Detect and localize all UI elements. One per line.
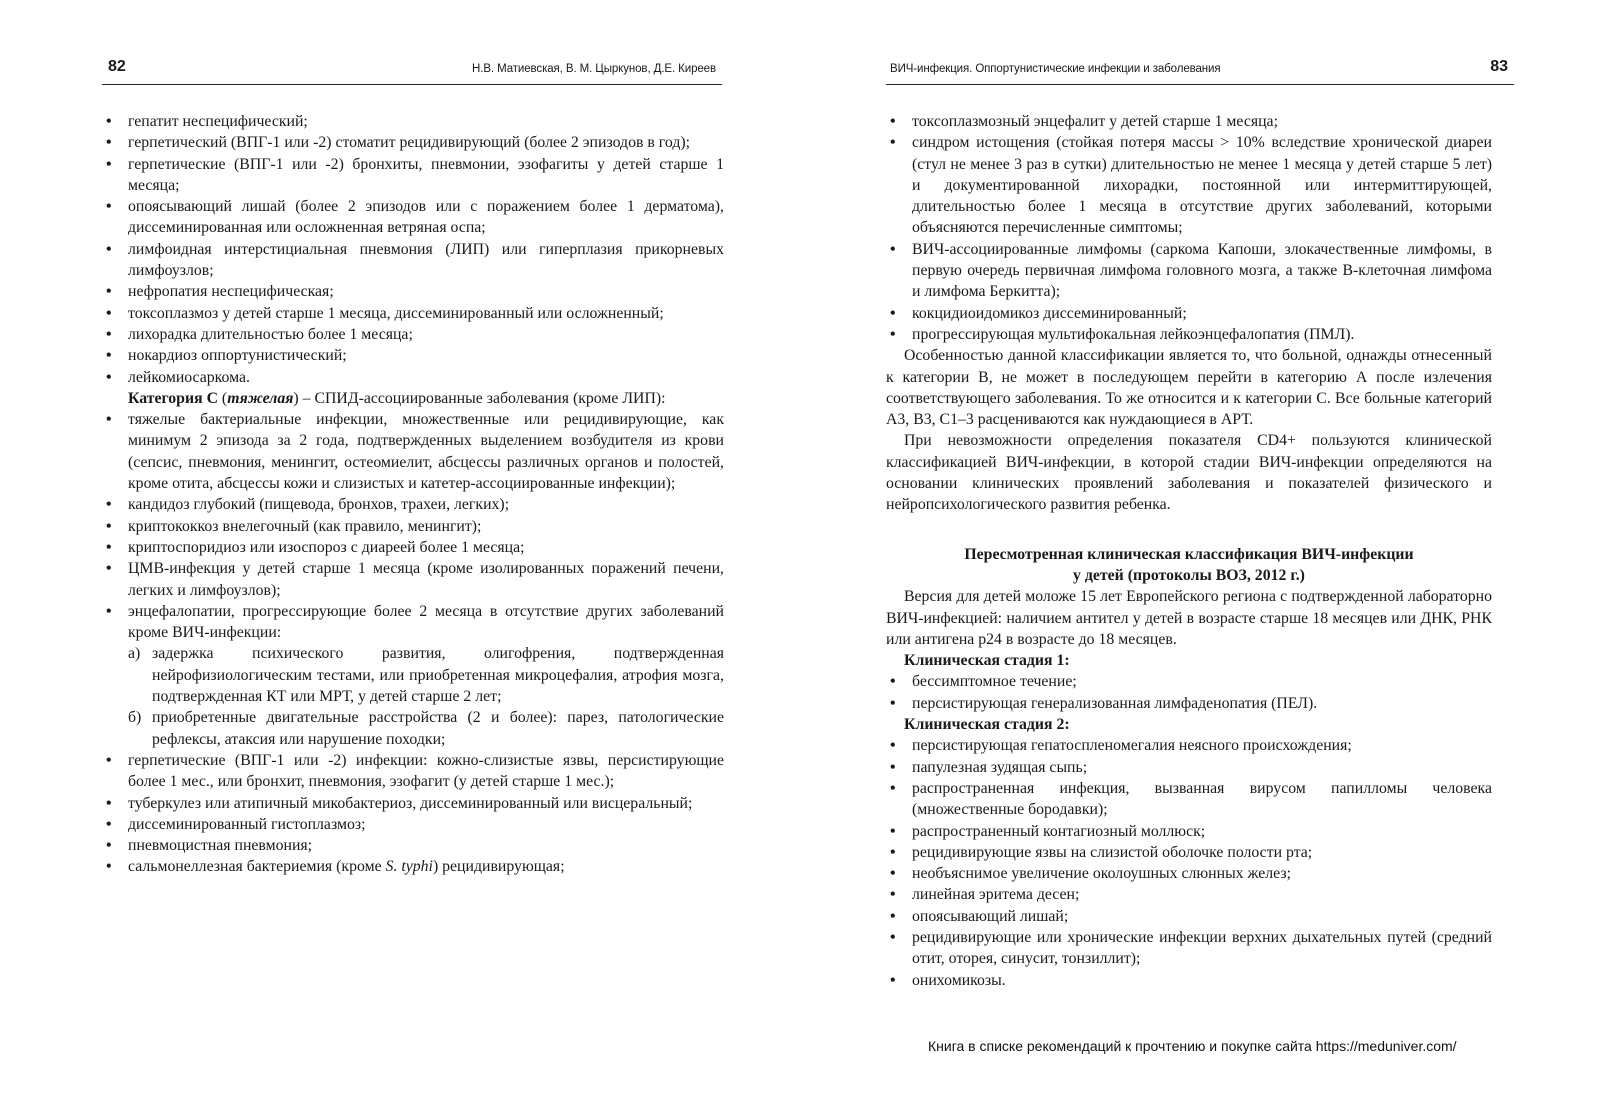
salmonella-text-before: сальмонеллезная бактериемия (кроме	[128, 858, 386, 876]
footer-note: Книга в списке рекомендаций к прочтению и покупке сайта https://meduniver.com/	[928, 1038, 1457, 1054]
bullet-list	[886, 111, 1492, 345]
list-item: • криптоспоридиоз или изоспороз с диареей более 1 месяца;	[102, 537, 724, 558]
list-item: • необъяснимое увеличение околоушных слюнных желез;	[886, 863, 1492, 884]
bullet-list	[102, 409, 724, 643]
list-item: • папулезная зудящая сыпь;	[886, 757, 1492, 778]
list-item: • линейная эритема десен;	[886, 884, 1492, 905]
stage-title: Клиническая стадия 2:	[904, 716, 1070, 734]
body-paragraph: При невозможности определения показателя CD4+ пользуются клинической классификацией ВИЧ-инфекции, в которой стадии ВИЧ-инфекции определяются на основании клинических проявлений заболевания и показателей физического и нейропсихологического развития ребенка.	[886, 432, 1492, 514]
encephalopathy-text: энцефалопатии, прогрессирующие более 2 месяца в отсутствие других заболеваний кроме ВИЧ-инфекции:	[128, 602, 724, 642]
section-heading-line: Пересмотренная клиническая классификация ВИЧ-инфекции	[964, 545, 1414, 563]
left-page-content	[102, 111, 724, 878]
sub-item-text: задержка психического развития, олигофрения, подтвержденная нейрофизиологическим тестами, или приобретенная микроцефалия, атрофия мозга, подтвержденная КТ или МРТ, у детей старше 2 лет;	[152, 645, 724, 706]
list-item: • бессимптомное течение;	[886, 671, 1492, 692]
list-item: • кандидоз глубокий (пищевода, бронхов, трахеи, легких);	[102, 494, 724, 515]
list-item: • герпетические (ВПГ-1 или -2) инфекции: кожно-слизистые язвы, персистирующие более 1 мес., или бронхит, пневмония, эзофагит (у детей старше 1 мес.);	[102, 750, 724, 793]
list-item: • онихомикозы.	[886, 970, 1492, 991]
category-c-description: ) – СПИД-ассоциированные заболевания (кроме ЛИП):	[293, 389, 666, 407]
list-item: • герпетические (ВПГ-1 или -2) бронхиты, пневмонии, эзофагиты у детей старше 1 месяца;	[102, 154, 724, 197]
list-item: • ЦМВ-инфекция у детей старше 1 месяца (кроме изолированных поражений печени, легких и лимфоузлов);	[102, 558, 724, 601]
list-item: • лейкомиосаркома.	[102, 367, 724, 388]
section-intro: Версия для детей моложе 15 лет Европейского региона с подтвержденной лабораторно ВИЧ-инфекцией: наличием антител у детей в возрасте старше 18 месяцев или ДНК, РНК или антигена р24 в возрасте до 18 месяцев.	[886, 588, 1492, 648]
sub-list-item	[102, 707, 724, 750]
body-paragraph: Особенностью данной классификации является то, что больной, однажды отнесенный к категории В, не может в последующем перейти в категорию А после излечения соответствующего заболевания. То же относится и к категории С. Все больные категорий А3, В3, С1–3 расцениваются как нуждающиеся в АРТ.	[886, 347, 1492, 429]
list-item: • нокардиоз оппортунистический;	[102, 345, 724, 366]
bullet-list	[886, 671, 1492, 714]
section-heading	[886, 544, 1492, 587]
left-page-header	[102, 60, 722, 85]
list-item	[102, 601, 724, 644]
list-item: • нефропатия неспецифическая;	[102, 281, 724, 302]
right-page-content	[886, 111, 1492, 991]
list-item: • рецидивирующие язвы на слизистой оболочке полости рта;	[886, 842, 1492, 863]
list-item: • персистирующая гепатоспленомегалия неясного происхождения;	[886, 735, 1492, 756]
list-item: • туберкулез или атипичный микобактериоз, диссеминированный или висцеральный;	[102, 793, 724, 814]
list-item: • опоясывающий лишай (более 2 эпизодов или с поражением более 1 дерматома), диссеминированная или осложненная ветряная оспа;	[102, 196, 724, 239]
section-heading-line: у детей (протоколы ВОЗ, 2012 г.)	[1073, 566, 1305, 584]
list-item: • персистирующая генерализованная лимфаденопатия (ПЕЛ).	[886, 693, 1492, 714]
sub-item-text: приобретенные двигательные расстройства (2 и более): парез, патологические рефлексы, атаксия или нарушение походки;	[152, 709, 724, 748]
sub-item-marker: а)	[128, 645, 141, 663]
list-item: • прогрессирующая мультифокальная лейкоэнцефалопатия (ПМЛ).	[886, 324, 1492, 345]
list-item: • тяжелые бактериальные инфекции, множественные или рецидивирующие, как минимум 2 эпизода за 2 года, подтвержденных выделением возбудителя из крови (сепсис, пневмония, менингит, остеомиелит, абсцессы различных органов и полостей, кроме отита, абсцессы кожи и слизистых и катетер-ассоциированные инфекции);	[102, 409, 724, 494]
list-item: • опоясывающий лишай;	[886, 906, 1492, 927]
salmonella-text-after: ) рецидивирующая;	[432, 858, 565, 876]
list-item: • токсоплазмоз у детей старше 1 месяца, диссеминированный или осложненный;	[102, 303, 724, 324]
list-item: • токсоплазмозный энцефалит у детей старше 1 месяца;	[886, 111, 1492, 132]
bullet-list	[886, 735, 1492, 991]
page-number: 82	[108, 58, 126, 75]
list-item: • диссеминированный гистоплазмоз;	[102, 814, 724, 835]
list-item: • синдром истощения (стойкая потеря массы > 10% вследствие хронической диареи (стул не менее 3 раз в сутки) длительностью не менее 1 месяца у детей старше 5 лет) и документированной лихорадки, постоянной или интермиттирующей, длительностью более 1 месяца в отсутствие других заболеваний, которыми объясняются перечисленные симптомы;	[886, 132, 1492, 238]
category-c-qualifier: тяжелая	[227, 389, 294, 407]
right-page-header	[886, 60, 1514, 85]
category-c-heading	[102, 388, 724, 409]
list-item: • распространенный контагиозный моллюск;	[886, 821, 1492, 842]
category-c-paren: (	[217, 389, 228, 407]
list-item: • лихорадка длительностью более 1 месяца;	[102, 324, 724, 345]
sub-list	[102, 643, 724, 749]
page-number: 83	[1490, 58, 1508, 75]
list-item: • гепатит неспецифический;	[102, 111, 724, 132]
category-c-label: Категория С	[128, 389, 218, 407]
sub-list-item	[102, 643, 724, 707]
list-item: • герпетический (ВПГ-1 или -2) стоматит рецидивирующий (более 2 эпизодов в год);	[102, 132, 724, 153]
bullet-list	[102, 750, 724, 878]
list-item: • распространенная инфекция, вызванная вирусом папилломы человека (множественные бородавки);	[886, 778, 1492, 821]
list-item: • криптококкоз внелегочный (как правило, менингит);	[102, 516, 724, 537]
running-head: Н.В. Матиевская, В. М. Цыркунов, Д.Е. Киреев	[472, 63, 716, 75]
list-item: • лимфоидная интерстициальная пневмония (ЛИП) или гиперплазия прикорневых лимфоузлов;	[102, 239, 724, 282]
bullet-list	[102, 111, 724, 388]
list-item: • пневмоцистная пневмония;	[102, 835, 724, 856]
running-head: ВИЧ-инфекция. Оппортунистические инфекции и заболевания	[890, 63, 1221, 75]
list-item: • рецидивирующие или хронические инфекции верхних дыхательных путей (средний отит, оторея, синусит, тонзиллит);	[886, 927, 1492, 970]
list-item: • кокцидиоидомикоз диссеминированный;	[886, 303, 1492, 324]
right-page	[800, 0, 1600, 1114]
list-item	[102, 856, 724, 877]
stage-title: Клиническая стадия 1:	[904, 652, 1070, 670]
list-item: • ВИЧ-ассоциированные лимфомы (саркома Капоши, злокачественные лимфомы, в первую очередь первичная лимфома головного мозга, а также В-клеточная лимфома и лимфома Беркитта);	[886, 239, 1492, 303]
species-name: S. typhi	[385, 858, 433, 876]
sub-item-marker: б)	[128, 709, 142, 727]
